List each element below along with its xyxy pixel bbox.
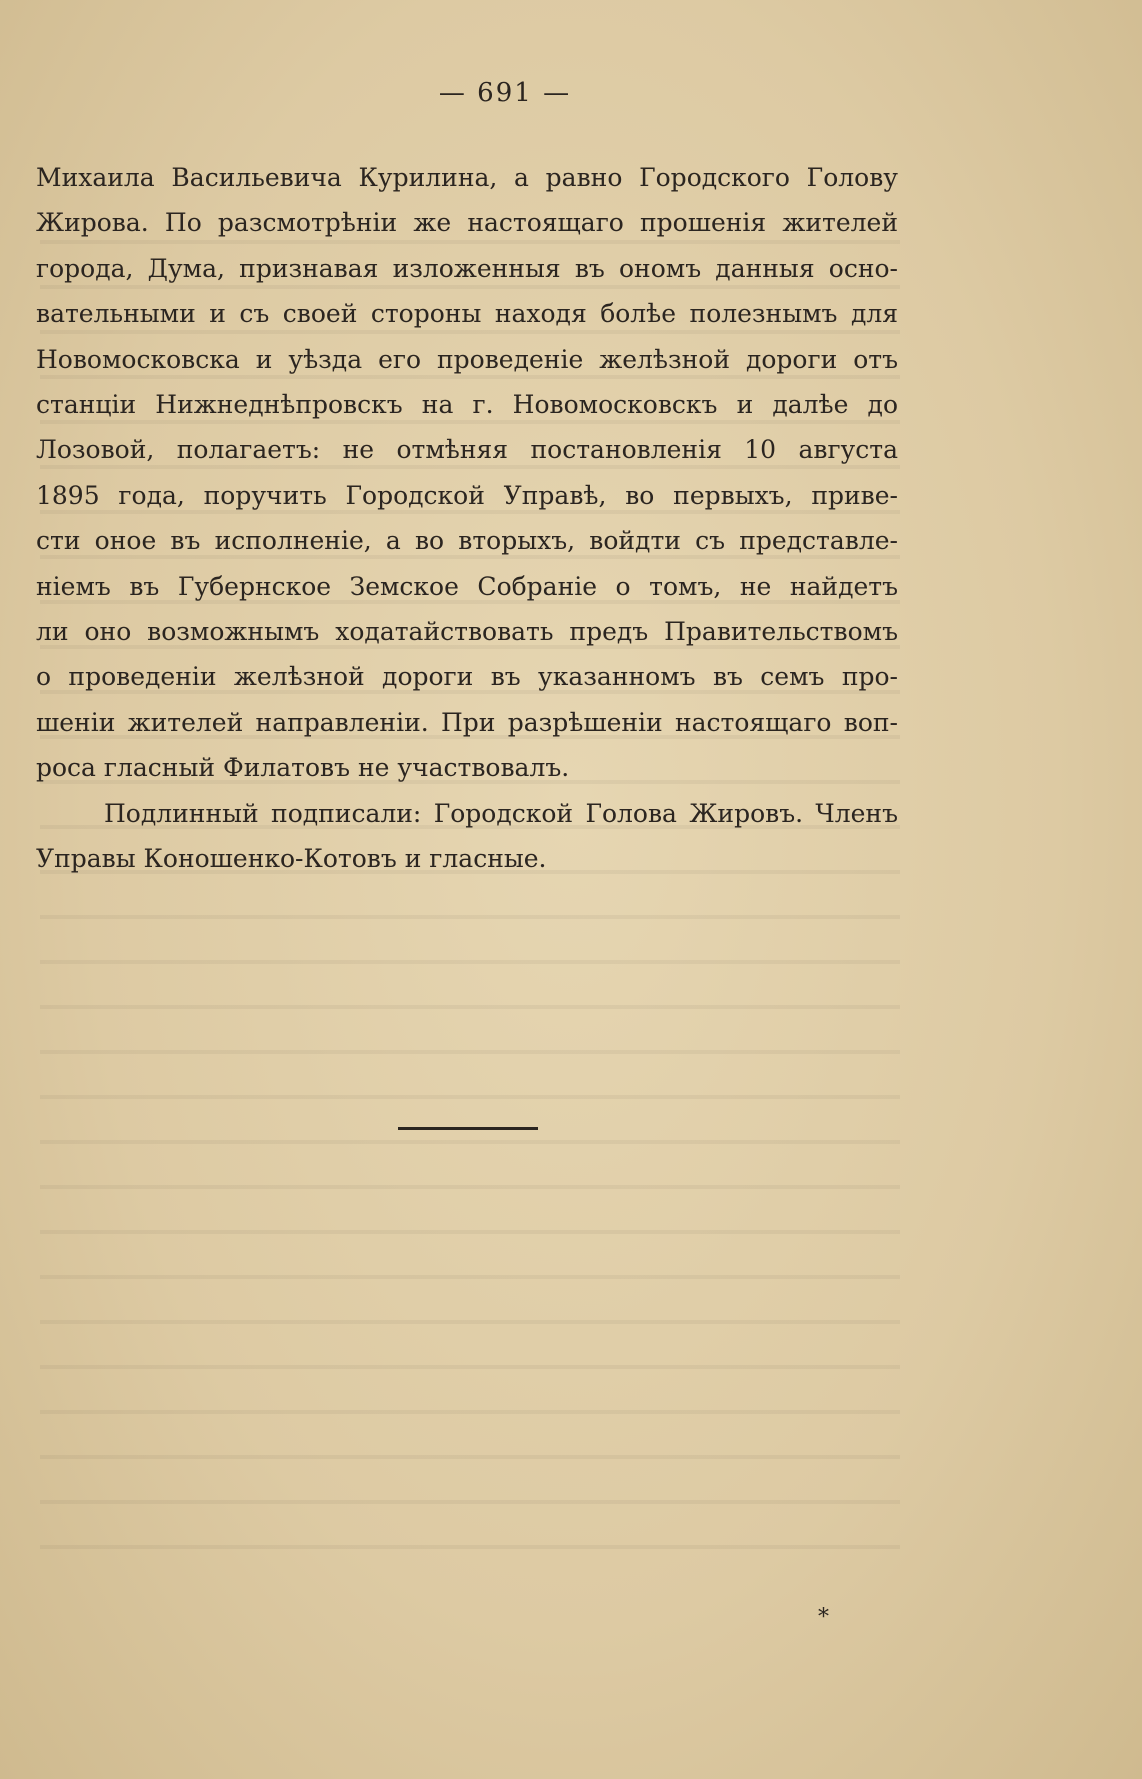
text-line: города, Дума, признавая изложенныя въ ономъ данныя осно-	[36, 253, 898, 283]
text-line: роса гласный Филатовъ не участвовалъ.	[36, 753, 570, 783]
section-divider	[398, 1127, 538, 1130]
text-line: Жирова. По разсмотрѣніи же настоящаго прошенія жителей	[36, 208, 898, 238]
text-line: ніемъ въ Губернское Земское Собраніе о томъ, не найдетъ	[36, 571, 898, 601]
page-number: — 691 —	[438, 78, 572, 108]
text-line: Михаила Васильевича Курилина, а равно Городского Голову	[36, 163, 898, 192]
text-line-signature: Подлинный подписали: Городской Голова Жировъ. Членъ	[104, 798, 898, 828]
text-line: вательными и съ своей стороны находя болѣе полезнымъ для	[36, 299, 898, 329]
body-text	[36, 155, 898, 882]
text-line: ли оно возможнымъ ходатайствовать предъ Правительствомъ	[36, 617, 898, 647]
text-line: Новомосковска и уѣзда его проведеніе желѣзной дороги отъ	[36, 344, 898, 374]
text-line-signature: Управы Коношенко-Котовъ и гласные.	[36, 844, 547, 874]
text-line: шеніи жителей направленіи. При разрѣшеніи настоящаго воп-	[36, 707, 898, 737]
text-line: 1895 года, поручить Городской Управѣ, во первыхъ, приве-	[36, 480, 898, 510]
text-line: сти оное въ исполненіе, а во вторыхъ, войдти съ представле-	[36, 526, 898, 556]
text-line: Лозовой, полагаетъ: не отмѣняя постановленія 10 августа	[36, 435, 898, 465]
footer-asterisk: *	[818, 1605, 829, 1630]
text-line: о проведеніи желѣзной дороги въ указанномъ въ семъ про-	[36, 662, 898, 692]
text-line: станціи Нижнеднѣпровскъ на г. Новомосковскъ и далѣе до	[36, 390, 898, 420]
